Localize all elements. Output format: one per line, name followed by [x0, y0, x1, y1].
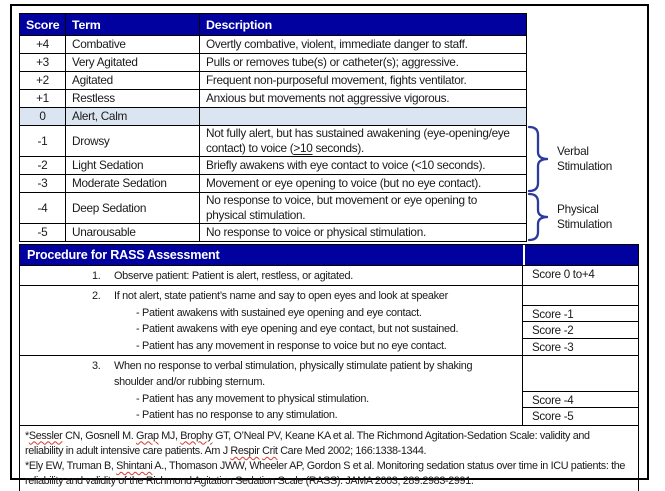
footnote-citation: *Ely EW, Truman B, Shintani A., Thomason JWW, Wheeler AP, Gordon S et al. Monitoring sedation status over time in ICU patients: the reliability and validity of the Richmond Agitation Sedation Scale (RASS). JAMA 2003; 289:2983-2991.	[25, 460, 626, 488]
procedure-score-header-cell	[523, 245, 638, 265]
scale-row	[20, 72, 527, 90]
sedation-scale-table	[19, 13, 527, 242]
score-result-column	[523, 356, 638, 425]
scale-row	[20, 193, 527, 224]
term-cell: Deep Sedation	[66, 193, 200, 224]
description-cell: No response to voice or physical stimulation.	[200, 224, 527, 242]
score-cell: +4	[20, 36, 66, 54]
description-cell: No response to voice, but movement or eye opening to physical stimulation.	[200, 193, 527, 224]
score-result-cell: Score -2	[523, 322, 638, 338]
footnote-citation: *Sessler CN, Gosnell M. Grap MJ, Brophy GT, O’Neal PV, Keane KA et al. The Richmond Agitation-Sedation Scale: validity and reliability in adult intensive care patients. Am J Respir Crit Care Med 2002; 166:1338-1344.	[25, 429, 590, 457]
score-cell: 0	[20, 108, 66, 126]
procedure-step-line: - Patient has any movement in response to voice but no eye contact.	[136, 339, 447, 352]
score-cell: -4	[20, 193, 66, 224]
decorated-text: Grap	[136, 429, 159, 442]
score-result-cell: Score -4	[523, 392, 638, 408]
sedation-scale-section	[19, 13, 639, 242]
score-result-column	[523, 286, 638, 355]
procedure-step-text	[20, 266, 523, 285]
stimulation-label	[557, 144, 612, 173]
stimulation-label-line: Verbal	[557, 144, 589, 158]
scale-row	[20, 126, 527, 157]
verbal-stimulation-brace	[529, 127, 548, 191]
score-cell: +1	[20, 90, 66, 108]
procedure-step-block	[20, 355, 638, 425]
score-result-cell	[523, 286, 638, 305]
term-column-header: Term	[66, 14, 200, 36]
decorated-text: >10	[293, 141, 313, 155]
score-cell: -1	[20, 126, 66, 157]
scale-row	[20, 108, 527, 126]
procedure-section	[19, 244, 639, 426]
description-cell: Briefly awakens with eye contact to voice (<10 seconds).	[200, 157, 527, 175]
stimulation-label-line: Stimulation	[557, 158, 613, 173]
score-result-cell: Score -1	[523, 306, 638, 322]
description-cell: Movement or eye opening to voice (but no eye contact).	[200, 175, 527, 193]
procedure-step-line: 1. Observe patient: Patient is alert, restless, or agitated.	[20, 268, 522, 284]
decorated-text: Sessler	[28, 429, 63, 442]
description-cell: Overtly combative, violent, immediate danger to staff.	[200, 36, 527, 54]
score-column-header: Score	[20, 14, 66, 36]
step-number: 3.	[92, 360, 101, 373]
scale-row	[20, 175, 527, 193]
procedure-step-line: - Patient awakens with eye opening and eye contact, but not sustained.	[136, 323, 459, 336]
score-result-cell: Score 0 to+4	[532, 268, 595, 281]
description-column-header: Description	[200, 14, 527, 36]
footnote-citations	[19, 425, 639, 491]
procedure-title: Procedure for RASS Assessment	[27, 248, 220, 262]
decorated-text: Shintani	[116, 460, 153, 473]
term-cell: Unarousable	[66, 224, 200, 242]
description-cell: Not fully alert, but has sustained awakening (eye-opening/eye contact) to voice (>10 seconds).	[200, 126, 527, 157]
scale-header-row	[20, 14, 527, 36]
scale-row	[20, 224, 527, 242]
scale-row	[20, 90, 527, 108]
term-cell: Restless	[66, 90, 200, 108]
stimulation-label	[557, 202, 612, 231]
description-cell	[200, 108, 527, 126]
step-number: 2.	[92, 290, 101, 303]
term-cell: Light Sedation	[66, 157, 200, 175]
procedure-step-line: shoulder and/or rubbing sternum.	[114, 376, 265, 389]
procedure-step-line: 3. When no response to verbal stimulation, physically stimulate patient by shaking	[20, 358, 522, 374]
procedure-step-text	[20, 286, 523, 355]
score-result-cell	[523, 356, 638, 392]
decorated-text: Brophy	[180, 429, 213, 442]
term-cell: Agitated	[66, 72, 200, 90]
scale-row	[20, 36, 527, 54]
description-cell: Pulls or removes tube(s) or catheter(s); aggressive.	[200, 54, 527, 72]
procedure-step-text	[20, 356, 523, 425]
physical-stimulation-brace	[529, 194, 548, 240]
procedure-step-block	[20, 285, 638, 355]
term-cell: Moderate Sedation	[66, 175, 200, 193]
score-result-cell: Score -5	[532, 410, 574, 424]
term-cell: Very Agitated	[66, 54, 200, 72]
document-frame	[10, 4, 649, 488]
description-cell: Anxious but movements not aggressive vigorous.	[200, 90, 527, 108]
stimulation-label-line: Physical	[557, 202, 599, 216]
scale-row	[20, 54, 527, 72]
score-cell: -5	[20, 224, 66, 242]
score-cell: -2	[20, 157, 66, 175]
procedure-step-line: - Patient awakens with sustained eye opening and eye contact.	[136, 306, 422, 319]
term-cell: Drowsy	[66, 126, 200, 157]
step-number: 1.	[92, 270, 101, 282]
term-cell: Combative	[66, 36, 200, 54]
procedure-step-line: 2. If not alert, state patient’s name and say to open eyes and look at speaker	[20, 288, 522, 304]
term-cell: Alert, Calm	[66, 108, 200, 126]
decorated-text: Respir	[230, 444, 260, 457]
score-result-column	[523, 266, 638, 285]
stimulation-label-line: Stimulation	[557, 216, 613, 231]
decorated-text: Crit	[262, 444, 278, 457]
score-cell: +3	[20, 54, 66, 72]
procedure-step-block	[20, 265, 638, 285]
score-result-cell: Score -3	[532, 340, 574, 354]
description-cell: Frequent non-purposeful movement, fights ventilator.	[200, 72, 527, 90]
procedure-header-bar	[20, 245, 638, 265]
scale-row	[20, 157, 527, 175]
procedure-step-line: - Patient has any movement to physical stimulation.	[136, 392, 369, 405]
score-cell: +2	[20, 72, 66, 90]
procedure-step-line: - Patient has no response to any stimulation.	[136, 409, 338, 422]
score-cell: -3	[20, 175, 66, 193]
